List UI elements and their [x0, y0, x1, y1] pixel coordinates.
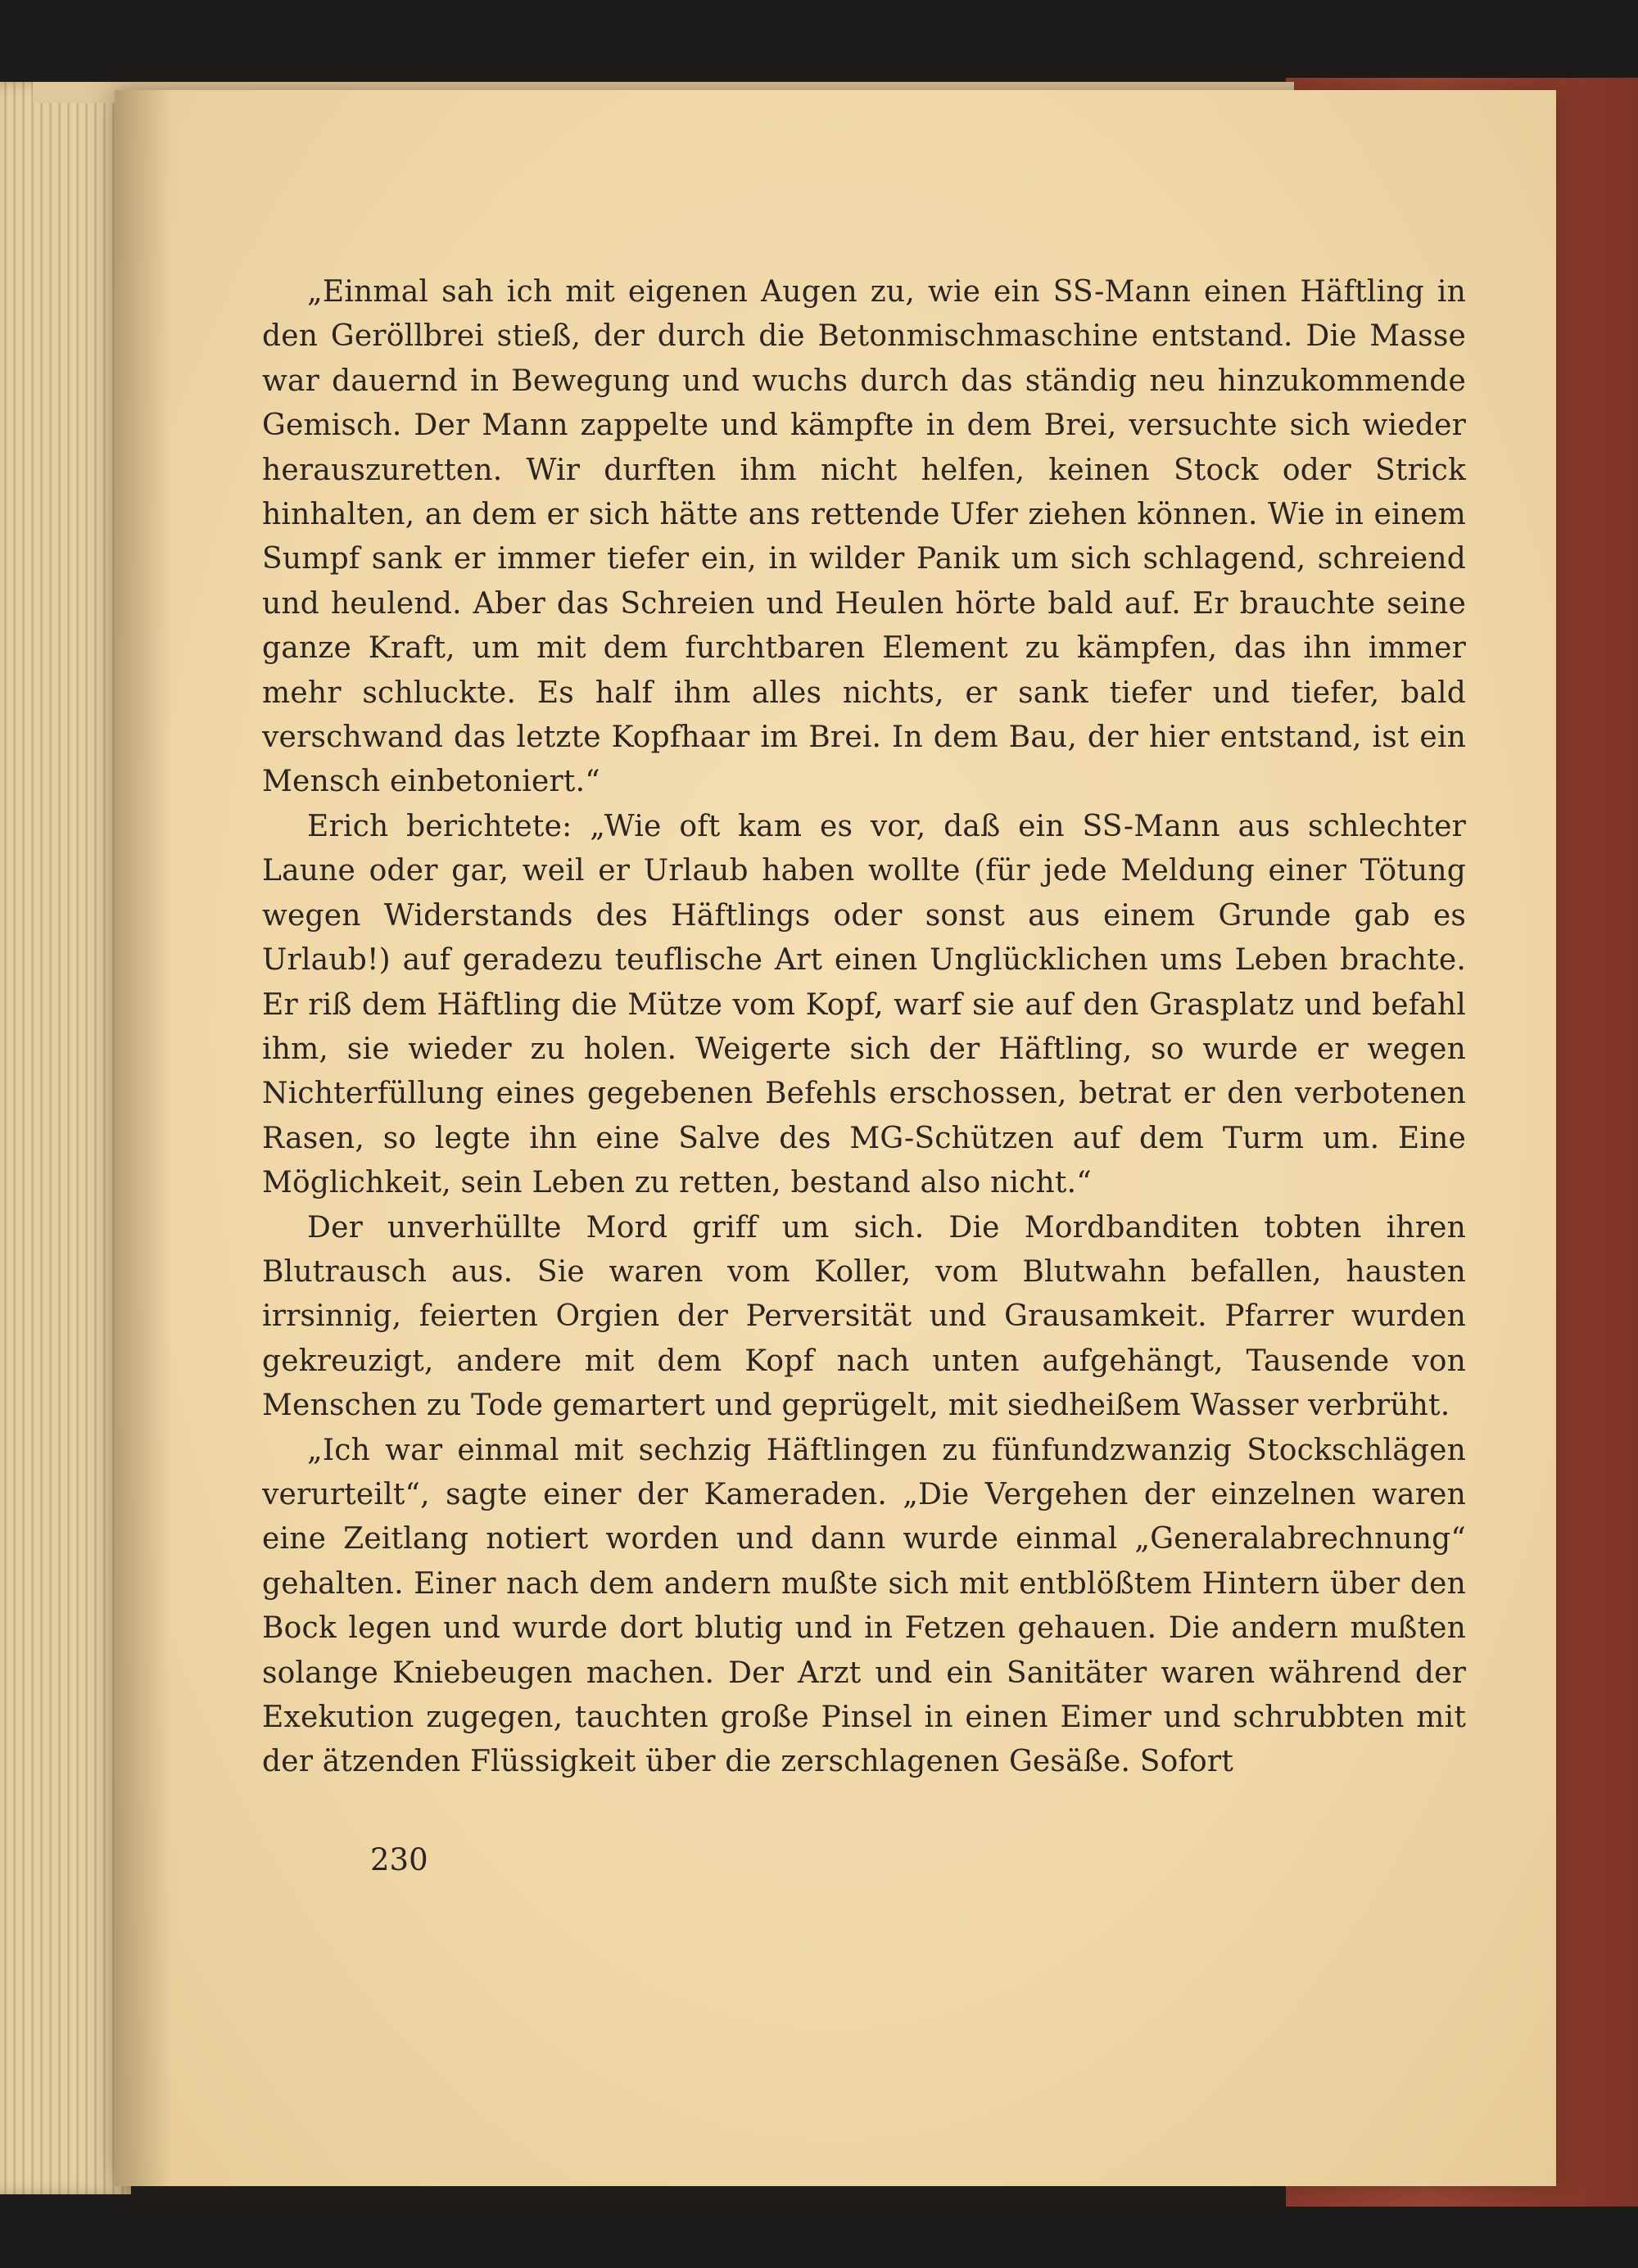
paragraph: Der unverhüllte Mord griff um sich. Die Mordbanditen tobten ihren Blutrausch aus. Sie waren vom Koller, vom Blutwahn befallen, hausten irrsinnig, feierten Orgien der Perversität und Grausamkeit. Pfarrer wurden gekreuzigt, andere mit dem Kopf nach unten aufgehängt, Tausende von Menschen zu Tode gemartert und geprügelt, mit siedheißem Wasser verbrüht.: [262, 1210, 1466, 1423]
page-number: 230: [370, 1842, 428, 1877]
paragraph: „Ich war einmal mit sechzig Häftlingen zu fünfundzwanzig Stockschlägen verurteilt“, sagte einer der Kameraden. „Die Vergehen der einzelnen waren eine Zeitlang notiert worden und dann wurde einmal „Generalabrechnung“ gehalten. Einer nach dem andern mußte sich mit entblößtem Hintern über den Bock legen und wurde dort blutig und in Fetzen gehauen. Die andern mußten solange Kniebeugen machen. Der Arzt und ein Sanitäter waren während der Exekution zugegen, tauchten große Pinsel in einen Eimer und schrubbten mit der ätzenden Flüssigkeit über die zerschlagenen Gesäße. Sofort: [262, 1433, 1466, 1779]
gutter-shadow: [115, 90, 172, 2186]
paragraph: „Einmal sah ich mit eigenen Augen zu, wie ein SS-Mann einen Häftling in den Geröllbrei stieß, der durch die Betonmischmaschine entstand. Die Masse war dauernd in Bewegung und wuchs durch das ständig neu hinzukommende Gemisch. Der Mann zappelte und kämpfte in dem Brei, versuchte sich wieder herauszuretten. Wir durften ihm nicht helfen, keinen Stock oder Strick hinhalten, an dem er sich hätte ans rettende Ufer ziehen können. Wie in einem Sumpf sank er immer tiefer ein, in wilder Panik um sich schlagend, schreiend und heulend. Aber das Schreien und Heulen hörte bald auf. Er brauchte seine ganze Kraft, um mit dem furchtbaren Element zu kämpfen, das ihn immer mehr schluckte. Es half ihm alles nichts, er sank tiefer und tiefer, bald verschwand das letzte Kopfhaar im Brei. In dem Bau, der hier entstand, ist ein Mensch einbetoniert.“: [262, 275, 1466, 799]
page-stack-edge: [0, 82, 131, 2194]
paragraph: Erich berichtete: „Wie oft kam es vor, daß ein SS-Mann aus schlechter Laune oder gar, weil er Urlaub haben wollte (für jede Meldung einer Tötung wegen Widerstands des Häftlings oder sonst aus einem Grunde gab es Urlaub!) auf geradezu teuflische Art einen Unglücklichen ums Leben brachte. Er riß dem Häftling die Mütze vom Kopf, warf sie auf den Grasplatz und befahl ihm, sie wieder zu holen. Weigerte sich der Häftling, so wurde er wegen Nichterfüllung eines gegebenen Befehls erschossen, betrat er den verbotenen Rasen, so legte ihn eine Salve des MG-Schützen auf dem Turm um. Eine Möglichkeit, sein Leben zu retten, bestand also nicht.“: [262, 809, 1466, 1200]
body-text: [262, 270, 1466, 1785]
